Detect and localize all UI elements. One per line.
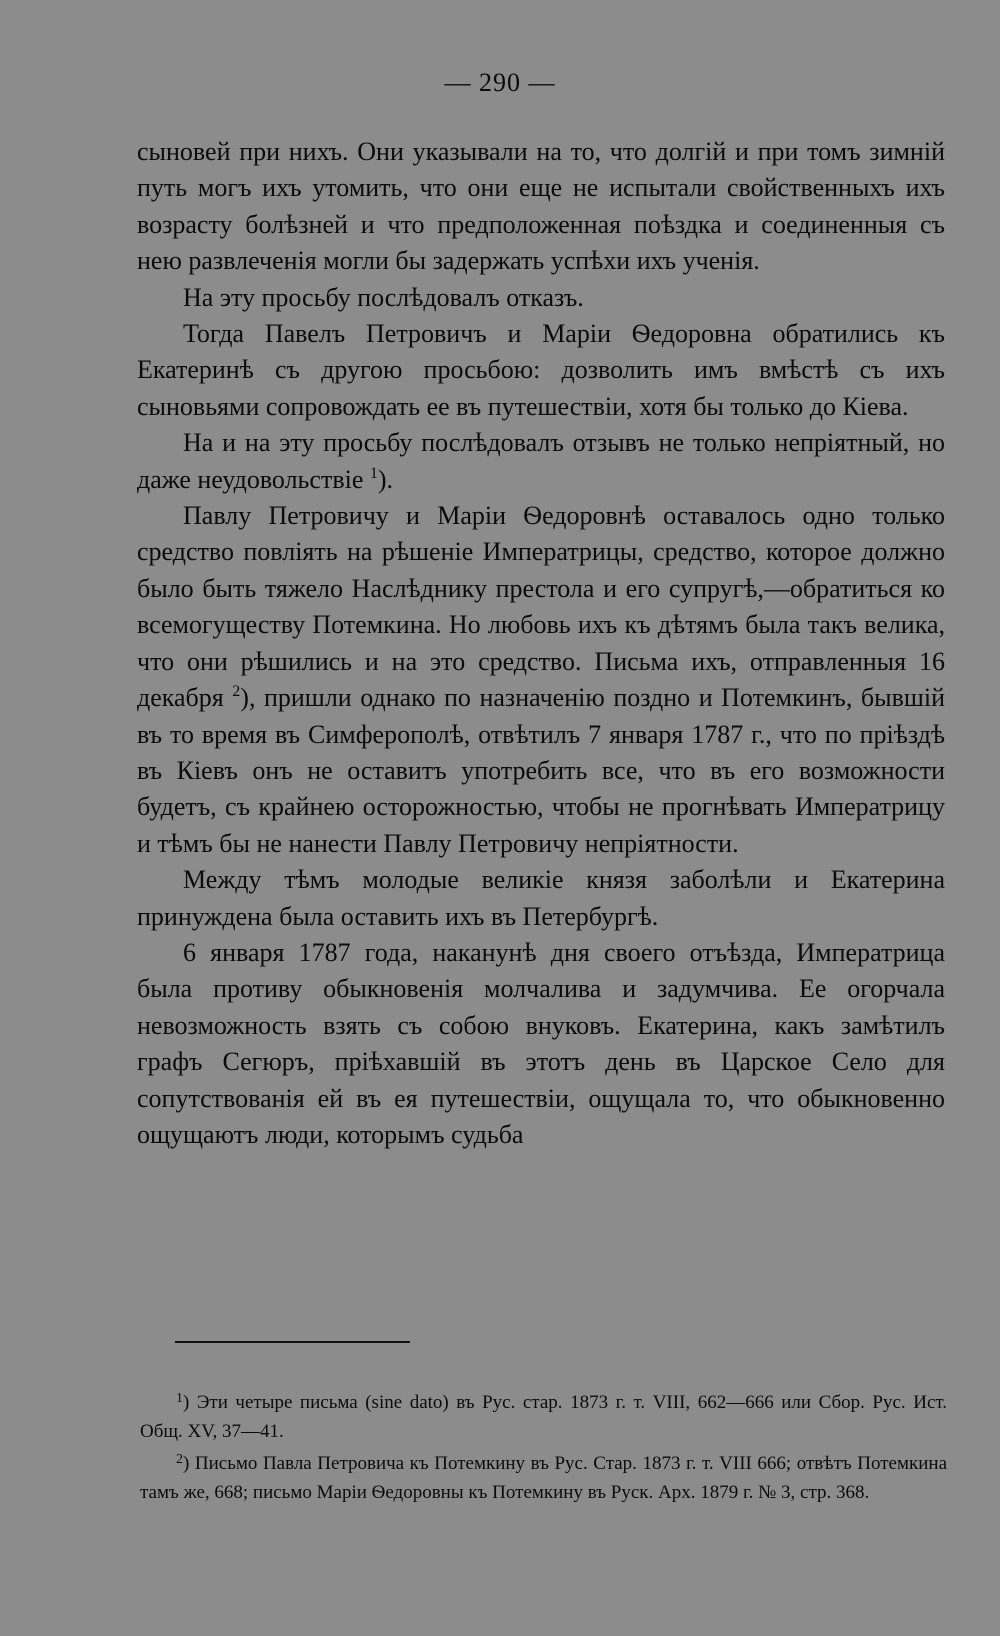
footnote-1-text: ) Эти четыре письма (sine dato) въ Рус. стар. 1873 г. т. VIII, 662—666 или Сбор. Рус. Ист. Общ. XV, 37—41.: [140, 1392, 947, 1442]
footnote-ref-2: 2: [232, 683, 241, 701]
main-text: [137, 134, 945, 1153]
paragraph-4-text: На и на эту просьбу послѣдовалъ отзывъ не только непріятный, но даже неудовольствіе: [137, 428, 945, 494]
footnote-2-mark: 2: [176, 1452, 183, 1467]
paragraph-1: сыновей при нихъ. Они указывали на то, что долгій и при томъ зимній путь могъ ихъ утомить, что они еще не испытали свойственныхъ ихъ возрасту болѣзней и что предположенная поѣздка и соединенныя съ нею развлеченія могли бы задержать успѣхи ихъ ученія.: [137, 137, 945, 276]
paragraph-5-text: Павлу Петровичу и Маріи Ѳедоровнѣ оставалось одно только средство повліять на рѣшеніе Императрицы, средство, которое должно было быть тяжело Наслѣднику престола и его супругѣ,—обратиться ко всемогуществу Потемкина. Но любовь ихъ къ дѣтямъ была такъ велика, что они рѣшились и на это средство. Письма ихъ, отправленныя 16 декабря: [137, 501, 945, 713]
footnote-ref-1: 1: [369, 464, 378, 482]
paragraph-5: [137, 498, 945, 862]
paragraph-4: [137, 425, 945, 498]
footnote-divider: [175, 1341, 410, 1343]
footnote-2: [140, 1446, 947, 1507]
paragraph-2: На эту просьбу послѣдовалъ отказъ.: [183, 282, 584, 312]
footnote-1-mark: 1: [176, 1391, 183, 1406]
page-number: — 290 —: [444, 68, 556, 97]
paragraph-5-tail: ), пришли однако по назначенію поздно и Потемкинъ, бывшій въ то время въ Симферополѣ, отвѣтилъ 7 января 1787 г., что по пріѣздѣ въ Кіевъ онъ не оставитъ употребить все, что въ его возможности будетъ, съ крайнею осторожностью, чтобы не прогнѣвать Императрицу и тѣмъ бы не нанести Павлу Петровичу непріятности.: [137, 683, 946, 858]
paragraph-3: Тогда Павелъ Петровичъ и Маріи Ѳедоровна обратились къ Екатеринѣ съ другою просьбою: дозволить имъ вмѣстѣ съ ихъ сыновьями сопровождать ее въ путешествіи, хотя бы только до Кіева.: [137, 319, 945, 421]
paragraph-4-tail: ).: [377, 464, 394, 494]
footnote-2-text: ) Письмо Павла Петровича къ Потемкину въ Рус. Стар. 1873 г. т. VIII 666; отвѣтъ Потемкина тамъ же, 668; письмо Маріи Ѳедоровны къ Потемкину въ Руск. Арх. 1879 г. № 3, стр. 368.: [140, 1453, 947, 1503]
footnote-1: [140, 1385, 947, 1446]
paragraph-6: Между тѣмъ молодые великіе князя заболѣли и Екатерина принуждена была оставить ихъ въ Петербургѣ.: [137, 865, 945, 931]
footnotes: [140, 1385, 947, 1507]
paragraph-7: 6 января 1787 года, наканунѣ дня своего отъѣзда, Императрица была противу обыкновенія молчалива и задумчива. Ее огорчала невозможность взять съ собою внуковъ. Екатерина, какъ замѣтилъ графъ Сегюръ, пріѣхавшій въ этотъ день въ Царское Село для сопутствованія ей въ ея путешествіи, ощущала то, что обыкновенно ощущаютъ люди, которымъ судьба: [137, 937, 945, 1149]
